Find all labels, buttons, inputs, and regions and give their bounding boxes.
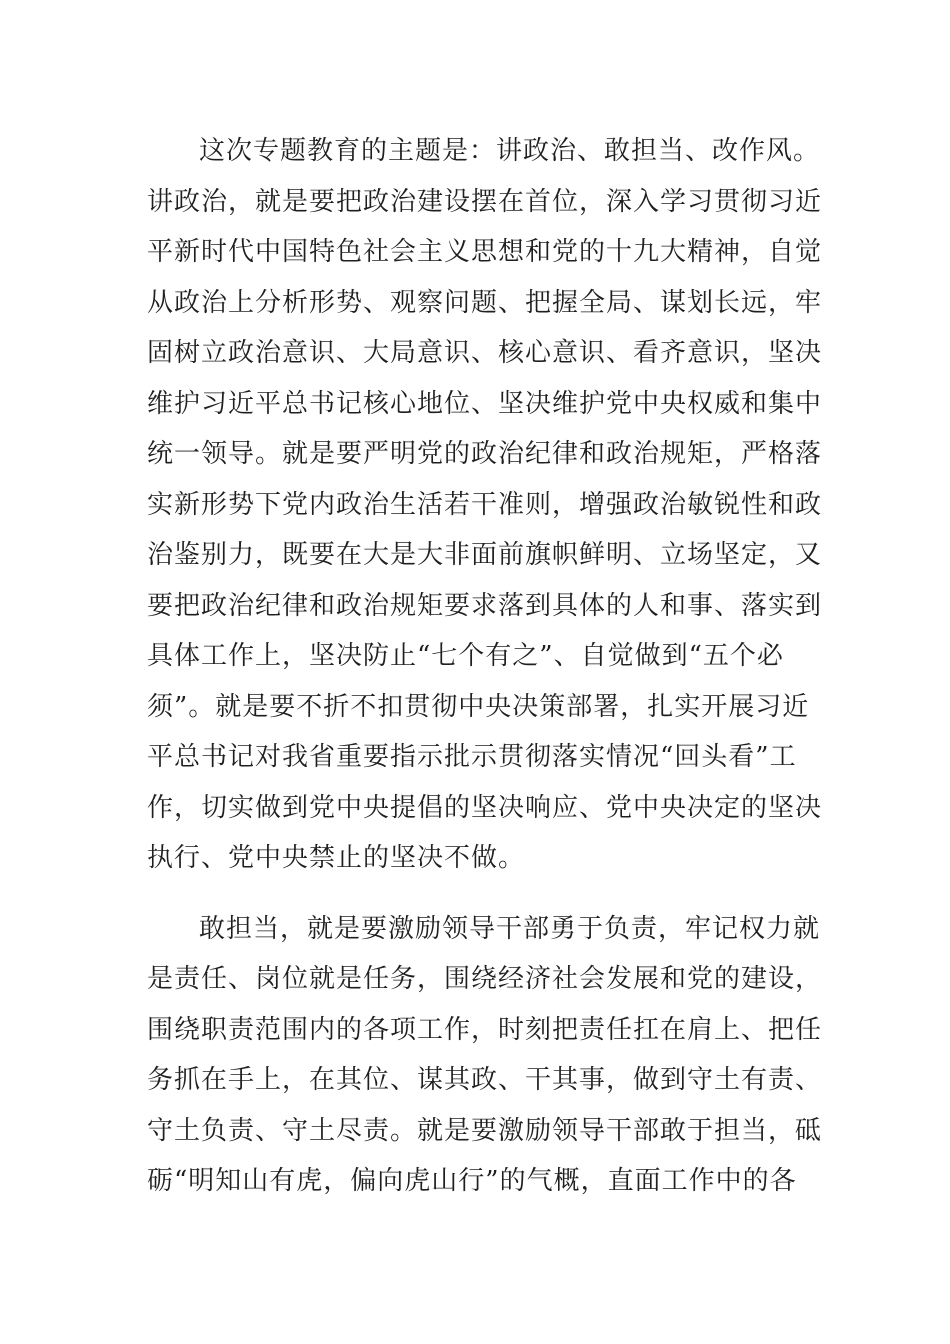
paragraph-line: 统一领导。就是要严明党的政治纪律和政治规矩，严格落 [147, 439, 823, 469]
paragraph-line: 具体工作上，坚决防止“七个有之”、自觉做到“五个必 [147, 641, 784, 671]
paragraph-line: 实新形势下党内政治生活若干准则，增强政治敏锐性和政 [147, 489, 823, 520]
paragraph-line: 是责任、岗位就是任务，围绕经济社会发展和党的建设， [147, 964, 823, 994]
paragraph-line: 敢担当，就是要激励领导干部勇于负责，牢记权力就 [199, 913, 821, 944]
paragraph-line: 围绕职责范围内的各项工作，时刻把责任扛在肩上、把任 [147, 1014, 823, 1045]
paragraph-line: 作，切实做到党中央提倡的坚决响应、党中央决定的坚决 [147, 792, 823, 823]
paragraph-2 [147, 904, 823, 1207]
paragraph-line: 务抓在手上，在其位、谋其政、干其事，做到守土有责、 [147, 1065, 823, 1095]
paragraph-1 [147, 126, 823, 884]
paragraph-line: 砺“明知山有虎，偏向虎山行”的气概，直面工作中的各 [147, 1166, 797, 1196]
paragraph-line: 这次专题教育的主题是：讲政治、敢担当、改作风。 [199, 136, 821, 166]
paragraph-line: 维护习近平总书记核心地位、坚决维护党中央权威和集中 [147, 388, 823, 419]
paragraph-line: 平总书记对我省重要指示批示贯彻落实情况“回头看”工 [147, 742, 797, 772]
paragraph-line: 守土负责、守土尽责。就是要激励领导干部敢于担当，砥 [147, 1115, 823, 1146]
paragraph-line: 要把政治纪律和政治规矩要求落到具体的人和事、落实到 [147, 590, 823, 621]
paragraph-spacer [147, 884, 797, 904]
paragraph-line: 治鉴别力，既要在大是大非面前旗帜鲜明、立场坚定，又 [147, 540, 823, 570]
paragraph-line: 平新时代中国特色社会主义思想和党的十九大精神，自觉 [147, 237, 823, 267]
paragraph-line: 从政治上分析形势、观察问题、把握全局、谋划长远，牢 [147, 287, 823, 318]
paragraph-line: 讲政治，就是要把政治建设摆在首位，深入学习贯彻习近 [147, 186, 823, 217]
document-body [147, 126, 823, 1207]
paragraph-line: 执行、党中央禁止的坚决不做。 [147, 843, 526, 873]
paragraph-line: 固树立政治意识、大局意识、核心意识、看齐意识，坚决 [147, 338, 823, 368]
paragraph-line: 须”。就是要不折不扣贯彻中央决策部署，扎实开展习近 [147, 691, 810, 722]
